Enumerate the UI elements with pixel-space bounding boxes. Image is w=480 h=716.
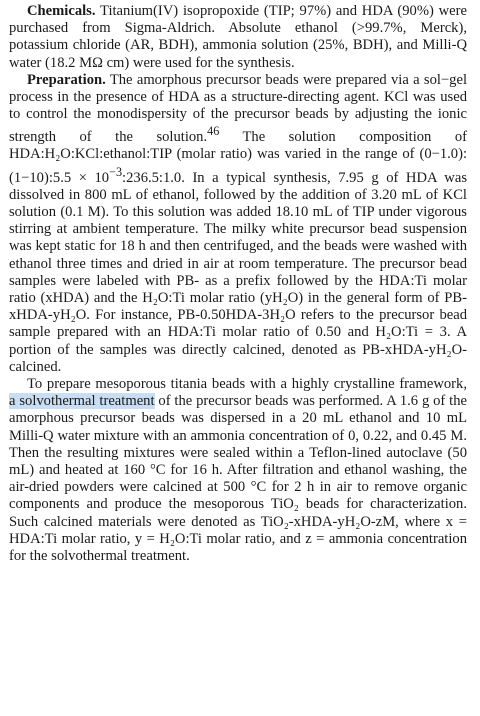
preparation-text-2: The solution composition of HDA:H₂O:KCl:ethanol:TIP (molar ratio) was varied in the range of (0−1.0):(1−10):5.5 × 10 xyxy=(9,129,467,186)
highlighted-selection[interactable]: a solvothermal treatment xyxy=(9,393,155,410)
preparation-paragraph xyxy=(9,72,467,376)
reference-superscript: 46 xyxy=(207,124,220,139)
solvothermal-paragraph xyxy=(9,376,467,565)
chemicals-paragraph xyxy=(9,3,467,72)
solvothermal-text-before: To prepare mesoporous titania beads with a highly crystalline framework, xyxy=(27,375,467,392)
preparation-text-1: The amorphous precursor beads were prepared via a sol−gel process in the presence of HDA as a structure-directing agent. KCl was used to control the monodispersity of the precursor beads by adjusting the ionic strength of the solution. xyxy=(9,71,468,146)
solvothermal-text-after: of the precursor beads was performed. A 1.6 g of the amorphous precursor beads was dispersed in a 20 mL ethanol and 10 mL Milli-Q water mixture with an ammonia concentration of 0, 0.22, and 0.45 M. Then the resulting mixtures were sealed within a Teflon-lined autoclave (50 mL) and heated at 160 °C for 16 h. After filtration and ethanol washing, the air-dried powders were calcined at 500 °C for 2 h in air to remove organic components and produce the mesoporous TiO₂ beads for characterization. Such calcined materials were denoted as TiO₂-xHDA-yH₂O-zM, where x = HDA:Ti molar ratio, y = H₂O:Ti molar ratio, and z = ammonia concentration for the solvothermal treatment. xyxy=(9,393,467,565)
preparation-heading: Preparation. xyxy=(27,71,106,88)
chemicals-heading: Chemicals. xyxy=(27,3,96,19)
exponent-superscript: −3 xyxy=(109,164,123,179)
preparation-text-3: :236.5:1.0. In a typical synthesis, 7.95 g of HDA was dissolved in 800 mL of ethanol, followed by the addition of 3.20 mL of KCl solution (0.1 M). To this solution was added 18.10 mL of TIP under vigorous stirring at ambient temperature. The milky white precursor bead suspension was kept static for 18 h and then centrifuged, and the beads were washed with ethanol three times and dried in air at room temperature. The precursor bead samples were labeled with PB- as a prefix followed by the HDA:Ti molar ratio (xHDA) and the H₂O:Ti molar ratio (yH₂O) in the general form of PB-xHDA-yH₂O. For instance, PB-0.50HDA-3H₂O refers to the precursor bead sample prepared with an HDA:Ti molar ratio of 0.50 and H₂O:Ti = 3. A portion of the samples was directly calcined, denoted as PB-xHDA-yH₂O-calcined. xyxy=(9,169,468,375)
chemicals-text: Titanium(IV) isopropoxide (TIP; 97%) and HDA (90%) were purchased from Sigma-Aldrich. Absolute ethanol (>99.7%, Merck), potassium chloride (AR, BDH), ammonia solution (25%, BDH), and Milli-Q water (18.2 MΩ cm) were used for the synthesis. xyxy=(9,3,467,71)
